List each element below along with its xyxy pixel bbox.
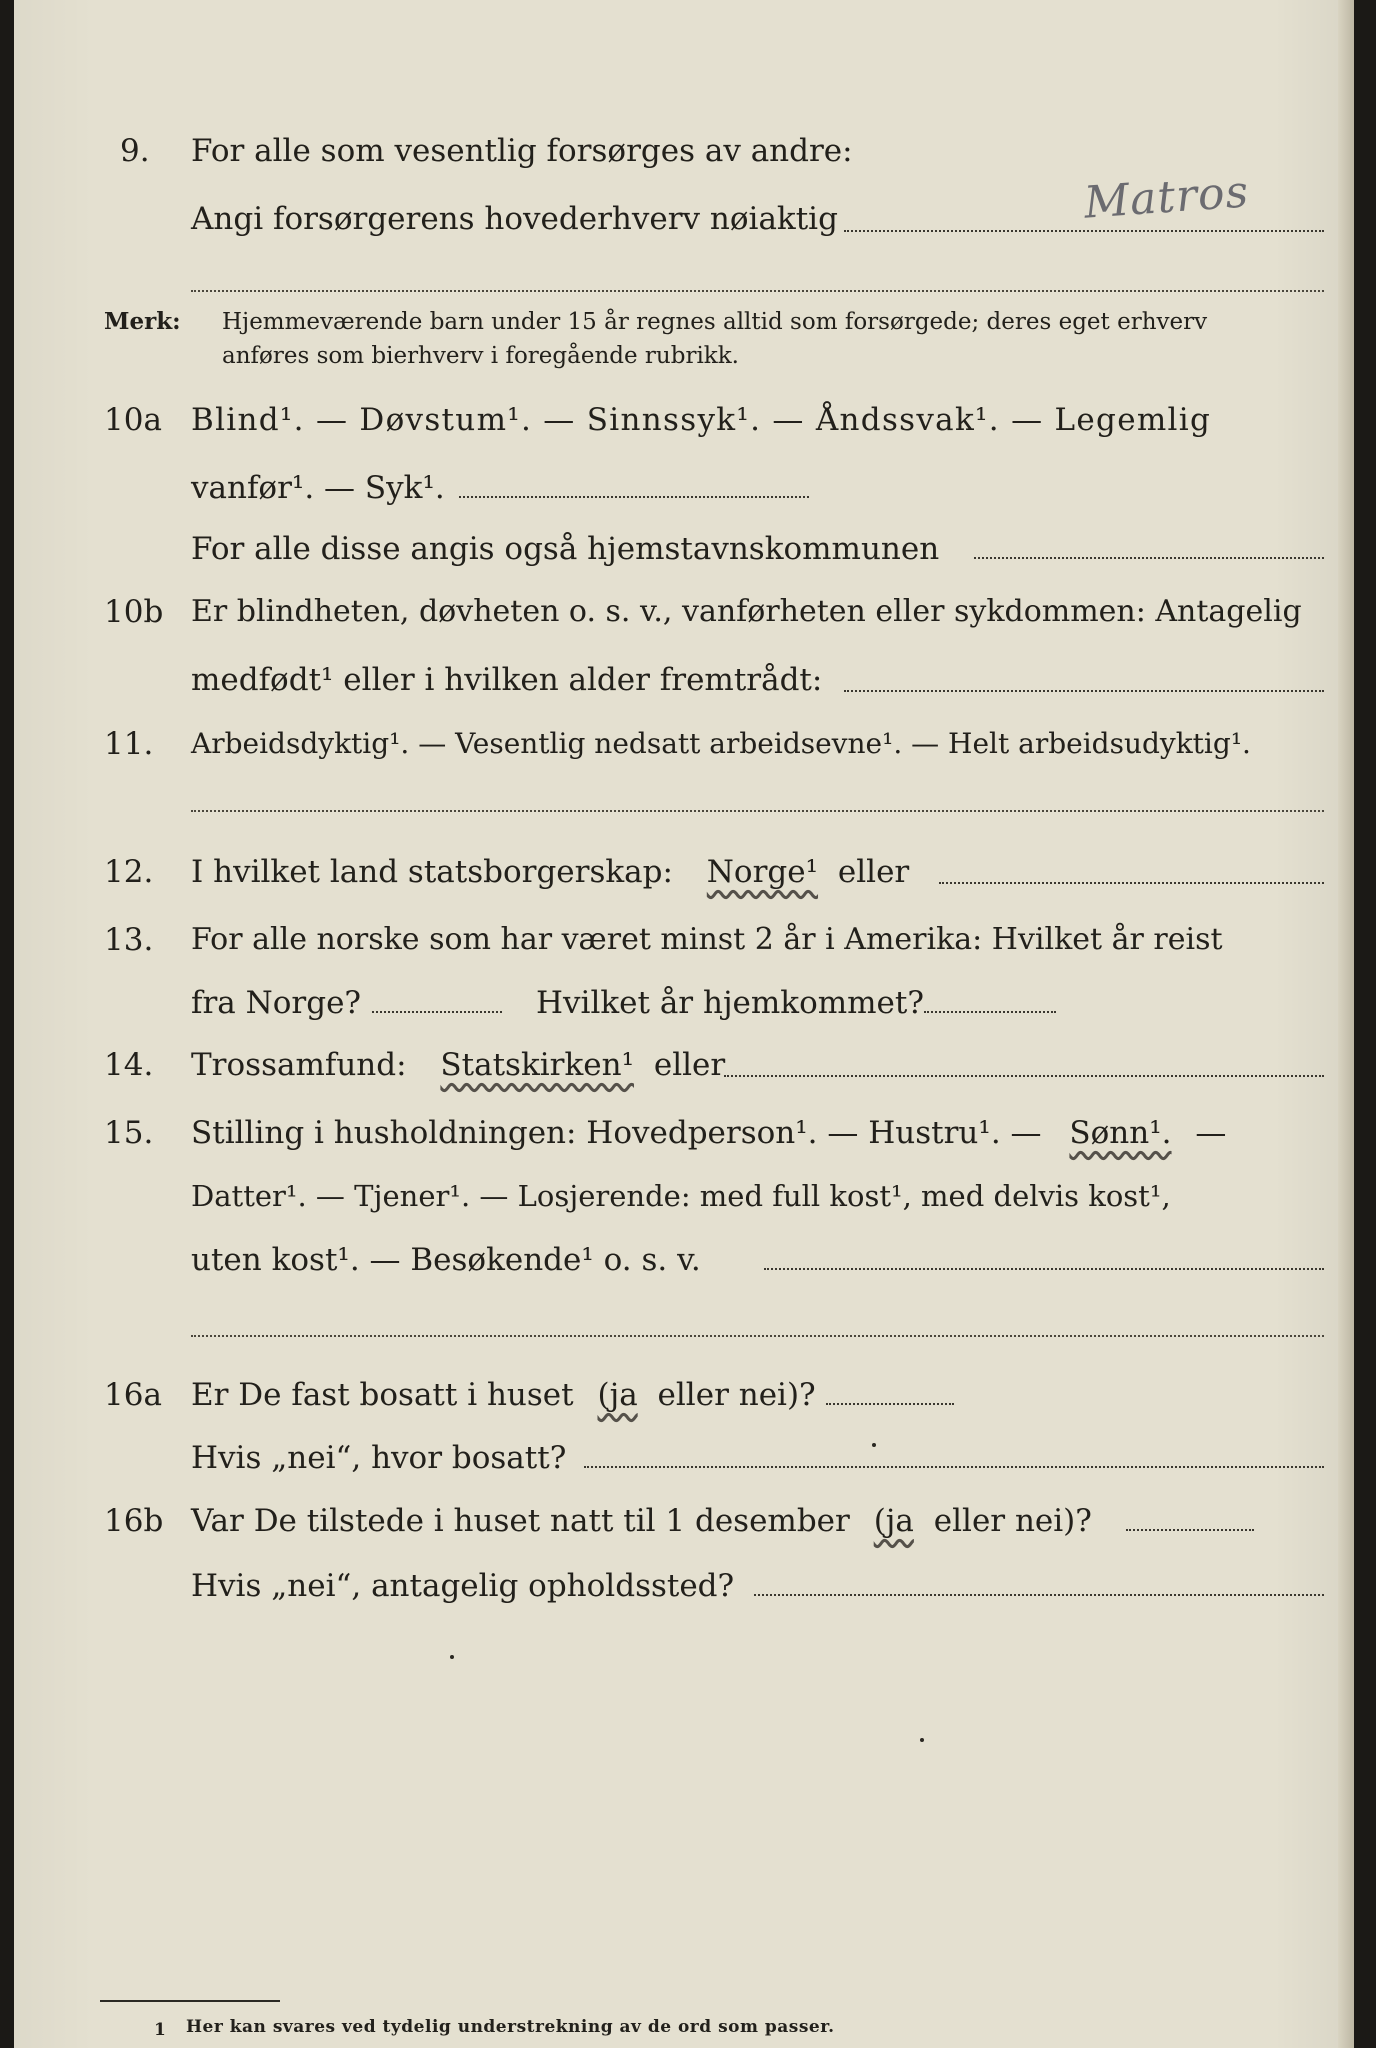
q12-eller: eller bbox=[837, 854, 910, 890]
q12-answer-line bbox=[939, 882, 1324, 884]
q15-line2: Datter¹. — Tjener¹. — Losjerende: med full kost¹, med delvis kost¹, bbox=[191, 1179, 1171, 1213]
q10a-hjemstavn-line bbox=[974, 557, 1324, 559]
form-page bbox=[14, 0, 1354, 2048]
q15-line3: uten kost¹. — Besøkende¹ o. s. v. bbox=[191, 1242, 701, 1278]
q13-number: 13. bbox=[104, 922, 154, 958]
q16b-answer-line bbox=[1126, 1529, 1254, 1531]
footnote-mark: 1 bbox=[154, 2020, 166, 2040]
footnote-rule bbox=[100, 2000, 280, 2002]
q16a-line1 bbox=[191, 1375, 816, 1415]
q16b-selected-ja: (ja bbox=[873, 1503, 914, 1539]
q10b-line2: medfødt¹ eller i hvilken alder fremtrådt: bbox=[191, 662, 823, 698]
q12-line bbox=[191, 852, 909, 892]
q16b-opholdssted-line bbox=[754, 1594, 1324, 1596]
q10b-line1: Er blindheten, døvheten o. s. v., vanførheten eller sykdommen: Antagelig bbox=[191, 594, 1302, 629]
merk-line1: Hjemmeværende barn under 15 år regnes alltid som forsørgede; deres eget erhverv bbox=[222, 309, 1208, 335]
ink-speck bbox=[450, 1655, 454, 1659]
q14-text: Trossamfund: bbox=[191, 1047, 407, 1083]
q16b-number: 16b bbox=[104, 1503, 164, 1539]
q15-line1-text: Stilling i husholdningen: Hovedperson¹. — Hustru¹. — bbox=[191, 1115, 1042, 1151]
q11-line1: Arbeidsdyktig¹. — Vesentlig nedsatt arbeidsevne¹. — Helt arbeidsudyktig¹. bbox=[191, 727, 1251, 760]
q16a-selected-ja: (ja bbox=[597, 1377, 638, 1413]
q15-selected-sonn: Sønn¹. bbox=[1069, 1115, 1172, 1151]
q9-number: 9. bbox=[120, 133, 150, 169]
q16a-line2: Hvis „nei“, hvor bosatt? bbox=[191, 1440, 567, 1476]
q14-eller: eller bbox=[653, 1047, 726, 1083]
q14-answer-line bbox=[724, 1075, 1324, 1077]
q14-selected-statskirken: Statskirken¹ bbox=[440, 1047, 634, 1083]
q13-line2a: fra Norge? bbox=[191, 985, 362, 1021]
q9-line2: Angi forsørgerens hovederhverv nøiaktig bbox=[191, 201, 838, 237]
q13-hjemkommet-line bbox=[924, 1011, 1056, 1013]
q12-selected-norge: Norge¹ bbox=[706, 854, 819, 890]
q12-text: I hvilket land statsborgerskap: bbox=[191, 854, 673, 890]
q10a-line3: For alle disse angis også hjemstavnskommunen bbox=[191, 531, 940, 567]
q11-extra-line bbox=[191, 810, 1324, 812]
merk-line2: anføres som bierhverv i foregående rubrikk. bbox=[222, 343, 739, 369]
q16a-text: Er De fast bosatt i huset bbox=[191, 1377, 574, 1413]
q16b-line1 bbox=[191, 1501, 1092, 1541]
merk-label: Merk: bbox=[104, 308, 181, 335]
q15-dash: — bbox=[1195, 1115, 1227, 1151]
q16a-eller-nei: eller nei)? bbox=[657, 1377, 816, 1413]
q9-line1: For alle som vesentlig forsørges av andre: bbox=[191, 133, 853, 169]
q13-line1: For alle norske som har været minst 2 år i Amerika: Hvilket år reist bbox=[191, 922, 1223, 957]
q10a-line2: vanfør¹. — Syk¹. bbox=[191, 470, 445, 506]
q10a-number: 10a bbox=[104, 402, 162, 438]
footnote-text: Her kan svares ved tydelig understrekning av de ord som passer. bbox=[186, 2017, 835, 2037]
q11-number: 11. bbox=[104, 726, 154, 762]
q13-reist-line bbox=[372, 1011, 502, 1013]
q15-extra-line bbox=[191, 1335, 1324, 1337]
q14-number: 14. bbox=[104, 1047, 154, 1083]
q16a-answer-line bbox=[826, 1403, 954, 1405]
q14-line bbox=[191, 1045, 725, 1085]
q10a-line1: Blind¹. — Døvstum¹. — Sinnssyk¹. — Åndssvak¹. — Legemlig bbox=[191, 402, 1212, 438]
q9-extra-line bbox=[191, 290, 1324, 292]
q10a-answer-line bbox=[459, 496, 809, 498]
q16a-bosatt-line bbox=[584, 1466, 1324, 1468]
ink-speck bbox=[872, 1443, 876, 1447]
q9-handwritten-answer: Matros bbox=[1082, 166, 1251, 229]
q10b-number: 10b bbox=[104, 594, 164, 630]
q16a-number: 16a bbox=[104, 1377, 162, 1413]
q16b-text: Var De tilstede i huset natt til 1 desember bbox=[191, 1503, 850, 1539]
ink-speck bbox=[920, 1738, 924, 1742]
q12-number: 12. bbox=[104, 854, 154, 890]
q15-number: 15. bbox=[104, 1115, 154, 1151]
q16b-eller-nei: eller nei)? bbox=[933, 1503, 1092, 1539]
q9-answer-line bbox=[844, 230, 1324, 232]
q15-line1 bbox=[191, 1113, 1226, 1153]
q16b-line2: Hvis „nei“, antagelig opholdssted? bbox=[191, 1568, 735, 1604]
q15-answer-line bbox=[764, 1268, 1324, 1270]
paper-edge bbox=[1338, 0, 1354, 2048]
q13-line2b: Hvilket år hjemkommet? bbox=[536, 985, 924, 1021]
q10b-answer-line bbox=[844, 690, 1324, 692]
